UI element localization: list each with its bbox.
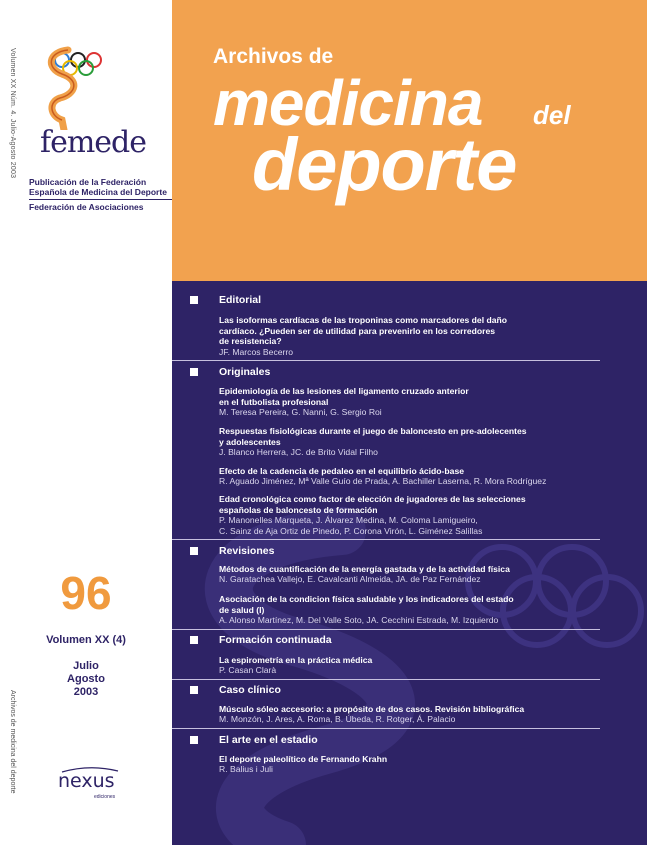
federation-line: Federación de Asociaciones	[29, 202, 144, 212]
publisher-divider	[29, 199, 172, 200]
section-bullet	[190, 296, 198, 304]
article-title: Asociación de la condicion física saludable y los indicadores del estado de salud (I)	[219, 594, 514, 615]
issue-year: 2003	[73, 686, 99, 698]
article-authors: M. Teresa Pereira, G. Nanni, G. Sergio Roi	[219, 407, 382, 417]
article-authors: M. Monzón, J. Ares, A. Roma, B. Úbeda, R. Rotger, Á. Palacio	[219, 714, 456, 724]
publisher-line: Publicación de la Federación Española de Medicina del Deporte	[29, 177, 167, 197]
article-authors: R. Balius i Juli	[219, 764, 273, 774]
masthead-line-1: Archivos de	[213, 45, 334, 68]
masthead-line-2b: del	[533, 100, 571, 130]
spine-title-text: Archivos de medicina del deporte	[9, 690, 16, 794]
article-title: Métodos de cuantificación de la energía gastada y de la actividad física	[219, 564, 510, 574]
article-title: Edad cronológica como factor de elección de jugadores de las selecciones españolas de baloncesto de formación	[219, 494, 526, 515]
issue-number: 96	[60, 567, 112, 619]
femede-wordmark: femede	[40, 125, 147, 160]
article-title: Músculo sóleo accesorio: a propósito de dos casos. Revisión bibliográfica	[219, 704, 525, 714]
article-title: El deporte paleolítico de Fernando Krahn	[219, 754, 388, 764]
article-authors: P. Manonelles Marqueta, J. Álvarez Medina, M. Coloma Lamigueiro, C. Sainz de Aja Ortiz de Pinedo, P. Corona Virón, L. Giménez Salillas	[219, 515, 483, 536]
article-authors: JF. Marcos Becerro	[219, 347, 294, 357]
section-divider	[172, 629, 600, 630]
nexus-logo: nexus	[58, 770, 115, 792]
article-authors: J. Blanco Herrera, JC. de Brito Vidal Filho	[219, 447, 378, 457]
spine-issue-text: Volumen XX Núm. 4. Julio-Agosto 2003	[9, 48, 16, 179]
section-title-originales: Originales	[219, 366, 271, 378]
article-authors: N. Garatachea Vallejo, E. Cavalcanti Almeida, JA. de Paz Fernández	[219, 574, 481, 584]
article-authors: R. Aguado Jiménez, Mª Valle Guío de Prada, A. Bachiller Laserna, R. Mora Rodríguez	[219, 476, 547, 486]
section-title-revisiones: Revisiones	[219, 545, 275, 557]
section-bullet	[190, 368, 198, 376]
section-title-caso: Caso clínico	[219, 684, 281, 696]
article-title: Efecto de la cadencia de pedaleo en el equilibrio ácido-base	[219, 466, 464, 476]
masthead-line-2: medicina	[213, 67, 483, 139]
article-title: Las isoformas cardíacas de las troponinas como marcadores del daño cardíaco. ¿Pueden ser de utilidad para prevenirlo en los corredores de resistencia?	[219, 315, 507, 346]
section-bullet	[190, 636, 198, 644]
masthead-line-3: deporte	[252, 123, 517, 206]
nexus-sub: ediciones	[94, 794, 116, 800]
article-authors: P. Casan Clarà	[219, 665, 277, 675]
section-title-arte: El arte en el estadio	[219, 734, 318, 746]
volume-label: Volumen XX (4)	[46, 634, 126, 646]
issue-month-2: Agosto	[67, 673, 105, 685]
femede-logo-icon	[40, 46, 120, 130]
article-title: Respuestas fisiológicas durante el juego de baloncesto en pre-adolecentes y adolescentes	[219, 426, 527, 447]
section-title-formacion: Formación continuada	[219, 634, 332, 646]
section-divider	[172, 539, 600, 540]
section-divider	[172, 360, 600, 361]
section-title-editorial: Editorial	[219, 294, 262, 306]
article-authors: A. Alonso Martínez, M. Del Valle Soto, JA. Cecchini Estrada, M. Izquierdo	[219, 615, 499, 625]
section-divider	[172, 679, 600, 680]
section-bullet	[190, 736, 198, 744]
article-title: Epidemiología de las lesiones del ligamento cruzado anterior en el futbolista profesional	[219, 386, 469, 407]
article-title: La espirometría en la práctica médica	[219, 655, 373, 665]
section-bullet	[190, 686, 198, 694]
section-divider	[172, 728, 600, 729]
section-bullet	[190, 547, 198, 555]
issue-month-1: Julio	[73, 660, 99, 672]
